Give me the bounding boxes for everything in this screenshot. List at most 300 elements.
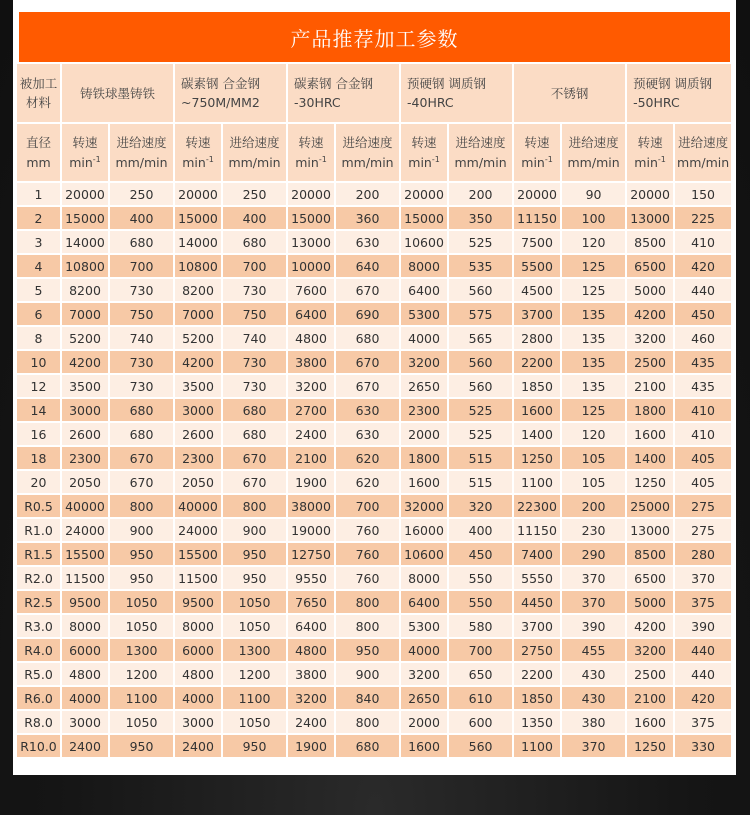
feed-cell: 680 — [223, 399, 288, 423]
speed-unit: min — [408, 154, 432, 170]
speed-cell: 8000 — [401, 255, 449, 279]
feed-cell: 760 — [336, 519, 401, 543]
speed-unit-exponent: -1 — [92, 154, 101, 164]
speed-cell: 1100 — [514, 471, 562, 495]
speed-cell: 2000 — [401, 423, 449, 447]
speed-cell: 8000 — [401, 567, 449, 591]
speed-cell: 1250 — [627, 471, 675, 495]
feed-cell: 330 — [675, 735, 733, 759]
feed-cell: 680 — [110, 231, 175, 255]
feed-cell: 200 — [336, 183, 401, 207]
speed-header-line1: 转速 — [524, 134, 550, 150]
diameter-cell: 6 — [17, 303, 62, 327]
table-row — [17, 375, 733, 399]
feed-cell: 375 — [675, 711, 733, 735]
speed-cell: 20000 — [401, 183, 449, 207]
diameter-cell: 18 — [17, 447, 62, 471]
parameter-header-row — [17, 124, 733, 183]
feed-header — [110, 124, 175, 183]
speed-cell: 3200 — [627, 327, 675, 351]
diameter-cell: R4.0 — [17, 639, 62, 663]
speed-cell: 14000 — [175, 231, 223, 255]
feed-cell: 950 — [223, 567, 288, 591]
feed-cell: 690 — [336, 303, 401, 327]
table-row — [17, 351, 733, 375]
speed-cell: 3700 — [514, 303, 562, 327]
feed-cell: 680 — [336, 735, 401, 759]
speed-cell: 5550 — [514, 567, 562, 591]
speed-header — [175, 124, 223, 183]
speed-unit-exponent: -1 — [657, 154, 666, 164]
feed-cell: 1100 — [110, 687, 175, 711]
feed-cell: 730 — [223, 351, 288, 375]
speed-cell: 3500 — [62, 375, 110, 399]
speed-cell: 8000 — [175, 615, 223, 639]
speed-unit: min — [295, 154, 319, 170]
speed-unit-exponent: -1 — [318, 154, 327, 164]
material-label-line2: 材料 — [25, 95, 51, 110]
speed-cell: 9550 — [288, 567, 336, 591]
feed-cell: 380 — [562, 711, 627, 735]
speed-cell: 25000 — [627, 495, 675, 519]
feed-cell: 200 — [562, 495, 627, 519]
feed-cell: 730 — [110, 351, 175, 375]
table-row — [17, 471, 733, 495]
speed-header-unit — [175, 153, 221, 173]
speed-cell: 10600 — [401, 543, 449, 567]
speed-cell: 7000 — [62, 303, 110, 327]
feed-cell: 525 — [449, 423, 514, 447]
material-label-line1: 被加工 — [19, 76, 58, 91]
feed-cell: 800 — [336, 591, 401, 615]
feed-cell: 525 — [449, 399, 514, 423]
speed-cell: 2050 — [62, 471, 110, 495]
speed-cell: 5200 — [62, 327, 110, 351]
feed-cell: 700 — [110, 255, 175, 279]
speed-cell: 5300 — [401, 303, 449, 327]
speed-header-line1: 转速 — [298, 134, 324, 150]
material-group-line2: -50HRC — [633, 95, 680, 110]
feed-cell: 670 — [336, 351, 401, 375]
feed-cell: 750 — [223, 303, 288, 327]
feed-header-line2: mm/min — [115, 154, 168, 170]
feed-cell: 680 — [223, 231, 288, 255]
table-row — [17, 543, 733, 567]
speed-cell: 3700 — [514, 615, 562, 639]
speed-header — [401, 124, 449, 183]
feed-cell: 1200 — [223, 663, 288, 687]
speed-cell: 1800 — [627, 399, 675, 423]
speed-cell: 5000 — [627, 279, 675, 303]
speed-cell: 2400 — [288, 423, 336, 447]
feed-header — [449, 124, 514, 183]
speed-cell: 3000 — [175, 399, 223, 423]
feed-cell: 450 — [449, 543, 514, 567]
speed-cell: 6400 — [288, 615, 336, 639]
speed-cell: 13000 — [627, 519, 675, 543]
feed-cell: 120 — [562, 231, 627, 255]
feed-header-line1: 进给速度 — [455, 134, 506, 150]
feed-cell: 700 — [449, 639, 514, 663]
feed-cell: 430 — [562, 687, 627, 711]
speed-cell: 4000 — [401, 639, 449, 663]
speed-cell: 2800 — [514, 327, 562, 351]
speed-cell: 19000 — [288, 519, 336, 543]
feed-cell: 135 — [562, 351, 627, 375]
feed-cell: 680 — [223, 423, 288, 447]
feed-cell: 105 — [562, 447, 627, 471]
table-row — [17, 303, 733, 327]
feed-cell: 1050 — [110, 615, 175, 639]
speed-header-unit — [62, 153, 108, 173]
feed-cell: 125 — [562, 255, 627, 279]
speed-cell: 6000 — [62, 639, 110, 663]
speed-cell: 1600 — [401, 471, 449, 495]
feed-cell: 610 — [449, 687, 514, 711]
feed-cell: 670 — [336, 375, 401, 399]
material-header-row — [17, 64, 733, 124]
feed-cell: 135 — [562, 327, 627, 351]
table-row — [17, 519, 733, 543]
speed-cell: 3000 — [62, 711, 110, 735]
feed-cell: 375 — [675, 591, 733, 615]
speed-cell: 7000 — [175, 303, 223, 327]
material-group-6 — [627, 64, 733, 124]
speed-cell: 3200 — [288, 687, 336, 711]
speed-cell: 1350 — [514, 711, 562, 735]
speed-cell: 12750 — [288, 543, 336, 567]
diameter-cell: R1.0 — [17, 519, 62, 543]
speed-cell: 5500 — [514, 255, 562, 279]
table-row — [17, 495, 733, 519]
speed-header — [62, 124, 110, 183]
table-row — [17, 231, 733, 255]
feed-cell: 100 — [562, 207, 627, 231]
feed-cell: 400 — [223, 207, 288, 231]
speed-cell: 2600 — [62, 423, 110, 447]
speed-cell: 8500 — [627, 543, 675, 567]
feed-cell: 800 — [336, 615, 401, 639]
feed-cell: 1050 — [110, 591, 175, 615]
speed-cell: 3000 — [175, 711, 223, 735]
speed-cell: 9500 — [175, 591, 223, 615]
feed-cell: 650 — [449, 663, 514, 687]
diameter-cell: R3.0 — [17, 615, 62, 639]
speed-cell: 4800 — [175, 663, 223, 687]
speed-header-unit — [401, 153, 447, 173]
speed-cell: 6400 — [401, 591, 449, 615]
diameter-cell: R2.0 — [17, 567, 62, 591]
feed-cell: 250 — [110, 183, 175, 207]
speed-cell: 2500 — [627, 663, 675, 687]
speed-unit-exponent: -1 — [431, 154, 440, 164]
feed-cell: 105 — [562, 471, 627, 495]
speed-cell: 10600 — [401, 231, 449, 255]
feed-cell: 630 — [336, 231, 401, 255]
speed-cell: 2750 — [514, 639, 562, 663]
speed-cell: 3200 — [401, 663, 449, 687]
material-group-line1: 预硬钢 调质钢 — [407, 76, 487, 91]
speed-cell: 5300 — [401, 615, 449, 639]
feed-cell: 680 — [110, 423, 175, 447]
feed-cell: 600 — [449, 711, 514, 735]
speed-cell: 4200 — [175, 351, 223, 375]
speed-cell: 20000 — [62, 183, 110, 207]
feed-cell: 125 — [562, 399, 627, 423]
feed-cell: 700 — [336, 495, 401, 519]
speed-unit: min — [634, 154, 658, 170]
speed-cell: 4000 — [175, 687, 223, 711]
feed-cell: 420 — [675, 255, 733, 279]
feed-cell: 90 — [562, 183, 627, 207]
speed-cell: 38000 — [288, 495, 336, 519]
feed-cell: 320 — [449, 495, 514, 519]
feed-cell: 800 — [223, 495, 288, 519]
speed-cell: 2100 — [627, 687, 675, 711]
material-group-line1: 不锈钢 — [550, 85, 589, 101]
speed-cell: 2650 — [401, 375, 449, 399]
material-group-3 — [288, 64, 401, 124]
speed-cell: 5200 — [175, 327, 223, 351]
feed-cell: 760 — [336, 543, 401, 567]
feed-cell: 1200 — [110, 663, 175, 687]
speed-cell: 8200 — [175, 279, 223, 303]
material-group-line1: 碳素钢 合金钢 — [294, 76, 374, 91]
feed-header — [562, 124, 627, 183]
feed-cell: 760 — [336, 567, 401, 591]
table-row — [17, 663, 733, 687]
feed-header-line2: mm/min — [341, 154, 394, 170]
speed-cell: 7600 — [288, 279, 336, 303]
feed-cell: 560 — [449, 279, 514, 303]
speed-cell: 1850 — [514, 687, 562, 711]
speed-cell: 6500 — [627, 567, 675, 591]
speed-cell: 4800 — [288, 327, 336, 351]
diameter-cell: 16 — [17, 423, 62, 447]
feed-cell: 1050 — [223, 591, 288, 615]
feed-cell: 800 — [336, 711, 401, 735]
feed-header-line2: mm/min — [454, 154, 507, 170]
speed-cell: 2400 — [175, 735, 223, 759]
speed-cell: 20000 — [514, 183, 562, 207]
speed-cell: 2700 — [288, 399, 336, 423]
table-row — [17, 615, 733, 639]
speed-cell: 10000 — [288, 255, 336, 279]
diameter-cell: R5.0 — [17, 663, 62, 687]
speed-cell: 6500 — [627, 255, 675, 279]
feed-cell: 700 — [223, 255, 288, 279]
speed-cell: 8200 — [62, 279, 110, 303]
speed-cell: 2200 — [514, 351, 562, 375]
speed-cell: 4200 — [62, 351, 110, 375]
table-row — [17, 327, 733, 351]
feed-cell: 410 — [675, 423, 733, 447]
diameter-cell: R10.0 — [17, 735, 62, 759]
speed-cell: 13000 — [627, 207, 675, 231]
feed-cell: 950 — [110, 735, 175, 759]
speed-cell: 6400 — [401, 279, 449, 303]
diameter-cell: 8 — [17, 327, 62, 351]
feed-cell: 900 — [336, 663, 401, 687]
speed-cell: 1900 — [288, 471, 336, 495]
feed-cell: 630 — [336, 399, 401, 423]
speed-cell: 1400 — [514, 423, 562, 447]
table-row — [17, 735, 733, 759]
material-label-cell — [17, 64, 62, 124]
speed-cell: 2100 — [627, 375, 675, 399]
feed-cell: 405 — [675, 471, 733, 495]
speed-cell: 2400 — [62, 735, 110, 759]
feed-cell: 950 — [223, 735, 288, 759]
diameter-cell: R8.0 — [17, 711, 62, 735]
diameter-cell: 5 — [17, 279, 62, 303]
material-group-line1: 碳素钢 合金钢 — [181, 76, 260, 91]
speed-header-line1: 转速 — [637, 134, 663, 150]
feed-cell: 440 — [675, 639, 733, 663]
feed-header-line2: mm/min — [677, 154, 730, 170]
feed-cell: 275 — [675, 519, 733, 543]
feed-header-line1: 进给速度 — [116, 134, 167, 150]
speed-cell: 1250 — [627, 735, 675, 759]
speed-cell: 2050 — [175, 471, 223, 495]
speed-cell: 13000 — [288, 231, 336, 255]
feed-cell: 680 — [110, 399, 175, 423]
speed-header-unit — [627, 153, 673, 173]
diameter-cell: 2 — [17, 207, 62, 231]
feed-cell: 565 — [449, 327, 514, 351]
speed-cell: 16000 — [401, 519, 449, 543]
feed-header — [675, 124, 733, 183]
speed-cell: 40000 — [62, 495, 110, 519]
speed-cell: 3500 — [175, 375, 223, 399]
speed-cell: 2200 — [514, 663, 562, 687]
speed-cell: 15000 — [175, 207, 223, 231]
speed-cell: 24000 — [62, 519, 110, 543]
table-row — [17, 255, 733, 279]
feed-cell: 630 — [336, 423, 401, 447]
speed-cell: 20000 — [627, 183, 675, 207]
feed-cell: 435 — [675, 351, 733, 375]
table-row — [17, 567, 733, 591]
speed-cell: 2400 — [288, 711, 336, 735]
speed-cell: 20000 — [175, 183, 223, 207]
table-row — [17, 183, 733, 207]
feed-cell: 370 — [675, 567, 733, 591]
speed-cell: 4200 — [627, 303, 675, 327]
speed-cell: 1400 — [627, 447, 675, 471]
feed-cell: 620 — [336, 471, 401, 495]
speed-cell: 4000 — [401, 327, 449, 351]
feed-cell: 670 — [110, 471, 175, 495]
speed-cell: 40000 — [175, 495, 223, 519]
feed-cell: 560 — [449, 375, 514, 399]
material-group-5 — [514, 64, 627, 124]
speed-cell: 15500 — [62, 543, 110, 567]
feed-cell: 125 — [562, 279, 627, 303]
feed-cell: 370 — [562, 567, 627, 591]
feed-cell: 200 — [449, 183, 514, 207]
feed-cell: 225 — [675, 207, 733, 231]
material-group-line2: -30HRC — [294, 95, 341, 110]
speed-cell: 24000 — [175, 519, 223, 543]
speed-header-unit — [288, 153, 334, 173]
feed-cell: 455 — [562, 639, 627, 663]
speed-cell: 8000 — [62, 615, 110, 639]
speed-cell: 7650 — [288, 591, 336, 615]
diameter-cell: 14 — [17, 399, 62, 423]
diameter-header-line2: mm — [26, 154, 51, 170]
feed-header-line1: 进给速度 — [342, 134, 393, 150]
speed-cell: 10800 — [175, 255, 223, 279]
feed-cell: 360 — [336, 207, 401, 231]
speed-cell: 7400 — [514, 543, 562, 567]
speed-unit-exponent: -1 — [544, 154, 553, 164]
feed-cell: 730 — [110, 375, 175, 399]
feed-cell: 400 — [449, 519, 514, 543]
speed-cell: 1250 — [514, 447, 562, 471]
speed-cell: 32000 — [401, 495, 449, 519]
speed-cell: 4450 — [514, 591, 562, 615]
material-group-line1: 铸铁球墨铸铁 — [80, 85, 156, 101]
feed-cell: 515 — [449, 447, 514, 471]
parameter-table — [17, 64, 733, 759]
feed-cell: 405 — [675, 447, 733, 471]
speed-cell: 4000 — [62, 687, 110, 711]
speed-cell: 3800 — [288, 663, 336, 687]
speed-header — [288, 124, 336, 183]
speed-cell: 1600 — [627, 423, 675, 447]
feed-cell: 670 — [336, 279, 401, 303]
feed-cell: 230 — [562, 519, 627, 543]
feed-cell: 135 — [562, 303, 627, 327]
feed-cell: 400 — [110, 207, 175, 231]
feed-header-line2: mm/min — [228, 154, 281, 170]
diameter-cell: 20 — [17, 471, 62, 495]
speed-cell: 4500 — [514, 279, 562, 303]
feed-header-line2: mm/min — [567, 154, 620, 170]
feed-cell: 730 — [223, 279, 288, 303]
feed-header-line1: 进给速度 — [568, 134, 619, 150]
feed-header — [336, 124, 401, 183]
material-group-line2: ~750M/MM2 — [181, 95, 260, 110]
feed-cell: 800 — [110, 495, 175, 519]
feed-cell: 1050 — [223, 615, 288, 639]
table-row — [17, 279, 733, 303]
table-row — [17, 447, 733, 471]
diameter-cell: 10 — [17, 351, 62, 375]
diameter-cell: 3 — [17, 231, 62, 255]
diameter-cell: 4 — [17, 255, 62, 279]
speed-cell: 10800 — [62, 255, 110, 279]
table-row — [17, 591, 733, 615]
material-group-line1: 预硬钢 调质钢 — [633, 76, 713, 91]
feed-cell: 410 — [675, 231, 733, 255]
speed-cell: 15000 — [401, 207, 449, 231]
speed-cell: 3200 — [401, 351, 449, 375]
table-row — [17, 207, 733, 231]
feed-cell: 275 — [675, 495, 733, 519]
parameter-panel — [13, 0, 736, 775]
speed-header — [514, 124, 562, 183]
feed-cell: 350 — [449, 207, 514, 231]
speed-cell: 15000 — [62, 207, 110, 231]
feed-cell: 1300 — [223, 639, 288, 663]
speed-cell: 3800 — [288, 351, 336, 375]
feed-cell: 840 — [336, 687, 401, 711]
feed-cell: 410 — [675, 399, 733, 423]
diameter-cell: R1.5 — [17, 543, 62, 567]
parameter-table-body — [17, 183, 733, 759]
